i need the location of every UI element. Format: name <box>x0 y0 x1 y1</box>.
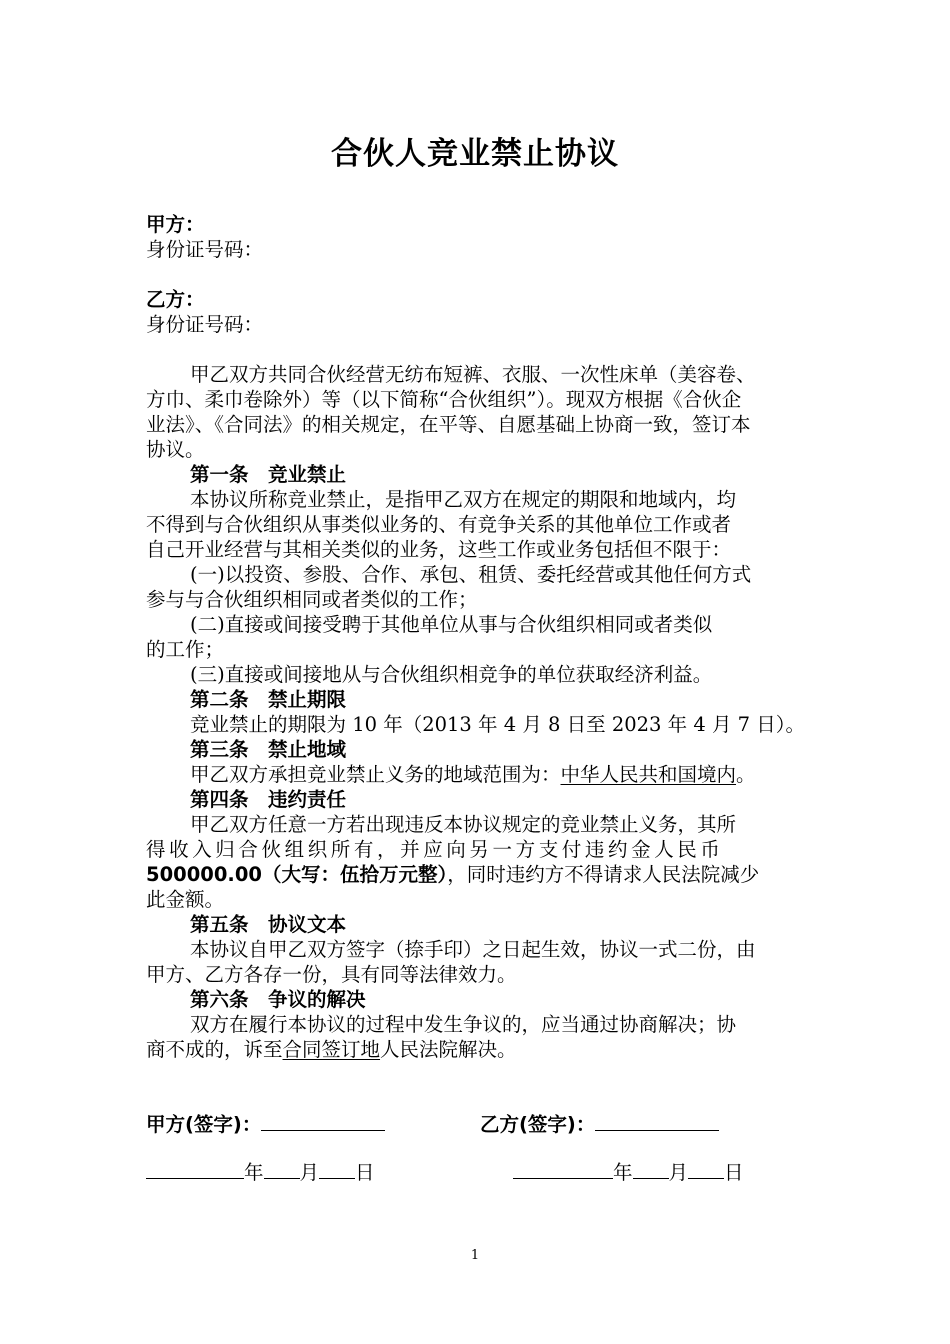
article-5-line-2: 甲方、乙方各存一份，具有同等法律效力。 <box>146 963 517 986</box>
penalty-amount: 500000.00（大写：伍拾万元整） <box>146 863 448 886</box>
article-2-heading: 第二条 禁止期限 <box>190 688 347 711</box>
article-3-text-prefix: 甲乙双方承担竞业禁止义务的地域范围为： <box>190 763 561 786</box>
article-2-text: 竞业禁止的期限为 10 年（2013 年 4 月 8 日至 2023 年 4 月 7 日）。 <box>190 713 806 736</box>
party-a-id-label: 身份证号码： <box>146 238 264 261</box>
article-6-line-1: 双方在履行本协议的过程中发生争议的，应当通过协商解决；协 <box>190 1013 737 1036</box>
document-title: 合伙人竞业禁止协议 <box>331 136 619 172</box>
region-value: 中华人民共和国境内 <box>560 763 737 786</box>
article-1-heading: 第一条 竞业禁止 <box>190 463 347 486</box>
article-5-line-1: 本协议自甲乙双方签字（捺手印）之日起生效，协议一式二份，由 <box>190 938 756 961</box>
party-b-id-label: 身份证号码： <box>146 313 264 336</box>
party-b-signature-label: 乙方(签字)： <box>480 1113 596 1136</box>
article-6-heading: 第六条 争议的解决 <box>190 988 366 1011</box>
article-1-line-2: 不得到与合伙组织从事类似业务的、有竞争关系的其他单位工作或者 <box>146 513 732 536</box>
party-a-date <box>146 1158 375 1186</box>
article-1-item-2-line-2: 的工作； <box>146 638 225 661</box>
party-a-day-label: 日 <box>355 1161 375 1184</box>
venue-value: 合同签订地 <box>282 1038 381 1061</box>
article-5-heading: 第五条 协议文本 <box>190 913 347 936</box>
article-4-line-2: 得收入归合伙组织所有，并应向另一方支付违约金人民币 <box>146 838 724 861</box>
article-1-line-1: 本协议所称竞业禁止，是指甲乙双方在规定的期限和地域内，均 <box>190 488 737 511</box>
page-number: 1 <box>470 1248 480 1263</box>
party-a-label: 甲方： <box>146 213 205 236</box>
party-a-signature <box>146 1110 385 1138</box>
article-3-heading: 第三条 禁止地域 <box>190 738 347 761</box>
intro-line-3: 业法》、《合同法》的相关规定，在平等、自愿基础上协商一致，签订本 <box>146 413 751 436</box>
intro-line-4: 协议。 <box>146 438 205 461</box>
party-b-month-blank[interactable] <box>633 1158 669 1179</box>
party-b-signature-line[interactable] <box>595 1110 719 1131</box>
article-1-line-3: 自己开业经营与其相关类似的业务，这些工作或业务包括但不限于： <box>146 538 732 561</box>
article-3-text-suffix: 。 <box>736 763 756 786</box>
article-1-item-1-line-2: 参与与合伙组织相同或者类似的工作； <box>146 588 478 611</box>
party-a-year-label: 年 <box>244 1161 264 1184</box>
party-a-month-blank[interactable] <box>264 1158 300 1179</box>
party-b-day-blank[interactable] <box>688 1158 724 1179</box>
party-b-date <box>513 1158 744 1186</box>
party-b-signature <box>480 1110 719 1138</box>
party-a-year-blank[interactable] <box>146 1158 244 1179</box>
intro-line-1: 甲乙双方共同合伙经营无纺布短裤、衣服、一次性床单（美容卷、 <box>190 363 756 386</box>
article-6-line-2 <box>146 1037 517 1063</box>
party-a-day-blank[interactable] <box>319 1158 355 1179</box>
article-1-item-3: (三)直接或间接地从与合伙组织相竞争的单位获取经济利益。 <box>190 663 713 686</box>
party-b-label: 乙方： <box>146 288 205 311</box>
article-4-line-4: 此金额。 <box>146 888 225 911</box>
article-4-line-3-suffix: ，同时违约方不得请求人民法院减少 <box>447 863 760 886</box>
article-4-heading: 第四条 违约责任 <box>190 788 347 811</box>
party-b-year-label: 年 <box>613 1161 633 1184</box>
article-1-item-1-line-1: (一)以投资、参股、合作、承包、租赁、委托经营或其他任何方式 <box>190 563 752 586</box>
party-b-year-blank[interactable] <box>513 1158 613 1179</box>
party-a-signature-label: 甲方(签字)： <box>146 1113 262 1136</box>
party-a-month-label: 月 <box>299 1161 320 1184</box>
article-1-item-2-line-1: (二)直接或间接受聘于其他单位从事与合伙组织相同或者类似 <box>190 613 713 636</box>
article-6-line-2-suffix: 人民法院解决。 <box>380 1038 517 1061</box>
party-b-month-label: 月 <box>668 1161 689 1184</box>
party-b-day-label: 日 <box>724 1161 744 1184</box>
party-a-signature-line[interactable] <box>261 1110 385 1131</box>
article-3-text <box>190 762 756 788</box>
article-4-line-1: 甲乙双方任意一方若出现违反本协议规定的竞业禁止义务，其所 <box>190 813 737 836</box>
intro-line-2: 方巾、柔巾卷除外）等（以下简称“合伙组织”）。现双方根据《合伙企 <box>146 388 742 411</box>
article-4-line-3 <box>146 862 759 888</box>
article-6-line-2-prefix: 商不成的，诉至 <box>146 1038 283 1061</box>
